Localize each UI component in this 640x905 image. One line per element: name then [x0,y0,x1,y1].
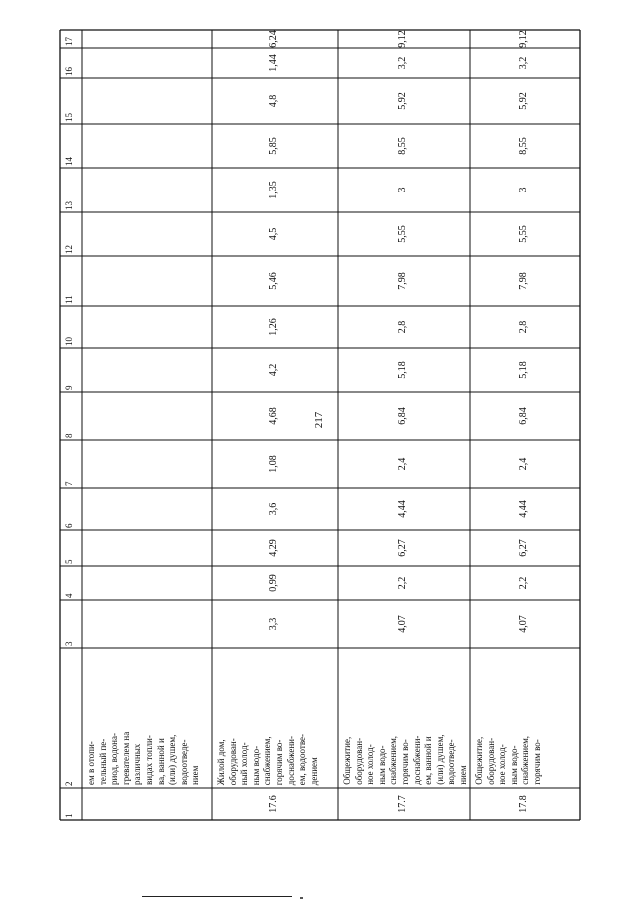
description-line: различных [132,743,143,785]
cell-value: 1,08 [268,455,279,473]
description-line: нием [457,765,468,785]
row-description [86,651,202,785]
column-number: 4 [64,593,74,598]
description-line: снабжением, [520,736,531,785]
cell-value: 3 [518,187,529,193]
cell-value: 5,55 [397,225,408,243]
description-line: оборудован- [353,738,364,785]
column-number: 7 [64,481,74,486]
description-line: тельный пе- [97,738,108,785]
cell-value: 4,68 [268,407,279,425]
column-number: 8 [64,433,74,438]
description-line: ем, ванной и [423,736,434,785]
column-number: 14 [64,157,74,166]
description-line: Жилой дом, [215,739,226,785]
cell-value: 1,44 [268,54,279,72]
scan-artifact-dot [300,897,303,899]
description-line: видах топли- [143,735,154,785]
description-line: Общежитие, [474,736,484,785]
cell-value: 9,12 [518,30,529,48]
description-line: гревателем на [120,731,131,785]
cell-value: 4,44 [397,500,408,518]
cell-value: 5,18 [518,361,529,379]
cell-value: 5,92 [518,92,529,110]
description-line: риод, водона- [109,733,120,785]
description-line: снабжением, [388,736,399,785]
cell-value: 4,07 [518,615,529,633]
cell-value: 8,55 [397,137,408,155]
cell-value: 2,4 [397,457,408,471]
cell-value: 4,07 [397,615,408,633]
column-number: 5 [64,559,74,564]
cell-value: 6,27 [518,539,529,557]
cell-value: 0,99 [268,574,279,592]
page-number: 217 [313,411,325,429]
row-description [216,651,320,785]
cell-value: 4,2 [268,363,279,377]
row-description [474,651,544,785]
cell-value: 5,55 [518,225,529,243]
cell-value: 6,24 [268,30,279,48]
cell-value: 2,2 [397,576,408,590]
cell-value: 2,2 [518,576,529,590]
cell-value: 5,46 [268,272,279,290]
cell-value: 3,2 [397,56,408,70]
cell-value: 8,55 [518,137,529,155]
description-line: нием [190,765,201,785]
cell-value: 3 [397,187,408,193]
row-index: 17.6 [268,795,279,813]
description-line: ное холод- [365,744,376,785]
column-number: 9 [64,385,74,390]
description-line: доснабжени- [285,735,296,785]
cell-value: 3,6 [268,502,279,516]
cell-value: 9,12 [397,30,408,48]
cell-value: 5,18 [397,361,408,379]
row-description [342,651,470,785]
column-number: 2 [64,781,74,786]
cell-value: 3,2 [518,56,529,70]
description-line: горячим во- [531,739,542,785]
cell-value: 5,92 [397,92,408,110]
column-number: 3 [64,641,74,646]
cell-value: 4,5 [268,227,279,241]
description-line: ем в отопи- [86,741,96,785]
description-line: доснабжени- [411,735,422,785]
cell-value: 6,84 [397,407,408,425]
cell-value: 7,98 [518,272,529,290]
column-number: 11 [64,295,74,304]
description-line: горячим во- [273,739,284,785]
description-line: ным водо- [376,745,387,785]
description-line: оборудован- [485,738,496,785]
scan-artifact-line [142,896,292,897]
cell-value: 1,26 [268,318,279,336]
column-number: 1 [64,813,74,818]
description-line: оборудован- [227,738,238,785]
description-line: ный холод- [239,742,250,785]
row-index: 17.7 [397,795,408,813]
description-line: ем, водоотве- [297,733,308,785]
cell-value: 4,8 [268,94,279,108]
column-number: 16 [64,67,74,76]
description-line: Общежитие, [342,736,352,785]
cell-value: 1,35 [268,181,279,199]
column-number: 10 [64,337,74,346]
cell-value: 5,85 [268,137,279,155]
description-line: горячим во- [399,739,410,785]
column-number: 17 [64,37,74,46]
description-line: (или) душем, [167,734,178,785]
description-line: дением [308,757,319,785]
cell-value: 2,4 [518,457,529,471]
cell-value: 6,84 [518,407,529,425]
cell-value: 4,29 [268,539,279,557]
description-line: снабжением, [262,736,273,785]
description-line: ным водо- [250,745,261,785]
cell-value: 3,3 [268,617,279,631]
column-number: 13 [64,201,74,210]
description-line: (или) душем, [434,734,445,785]
cell-value: 2,8 [397,320,408,334]
row-index: 17.8 [518,795,529,813]
description-line: водоотведе- [178,739,189,785]
cell-value: 7,98 [397,272,408,290]
description-line: водоотведе- [446,739,457,785]
description-line: ным водо- [508,745,519,785]
cell-value: 6,27 [397,539,408,557]
description-line: ва, ванной и [155,738,166,785]
column-number: 15 [64,113,74,122]
column-number: 12 [64,245,74,254]
description-line: ное холод- [497,744,508,785]
column-number: 6 [64,523,74,528]
cell-value: 2,8 [518,320,529,334]
rotated-rate-table [60,30,580,820]
cell-value: 4,44 [518,500,529,518]
